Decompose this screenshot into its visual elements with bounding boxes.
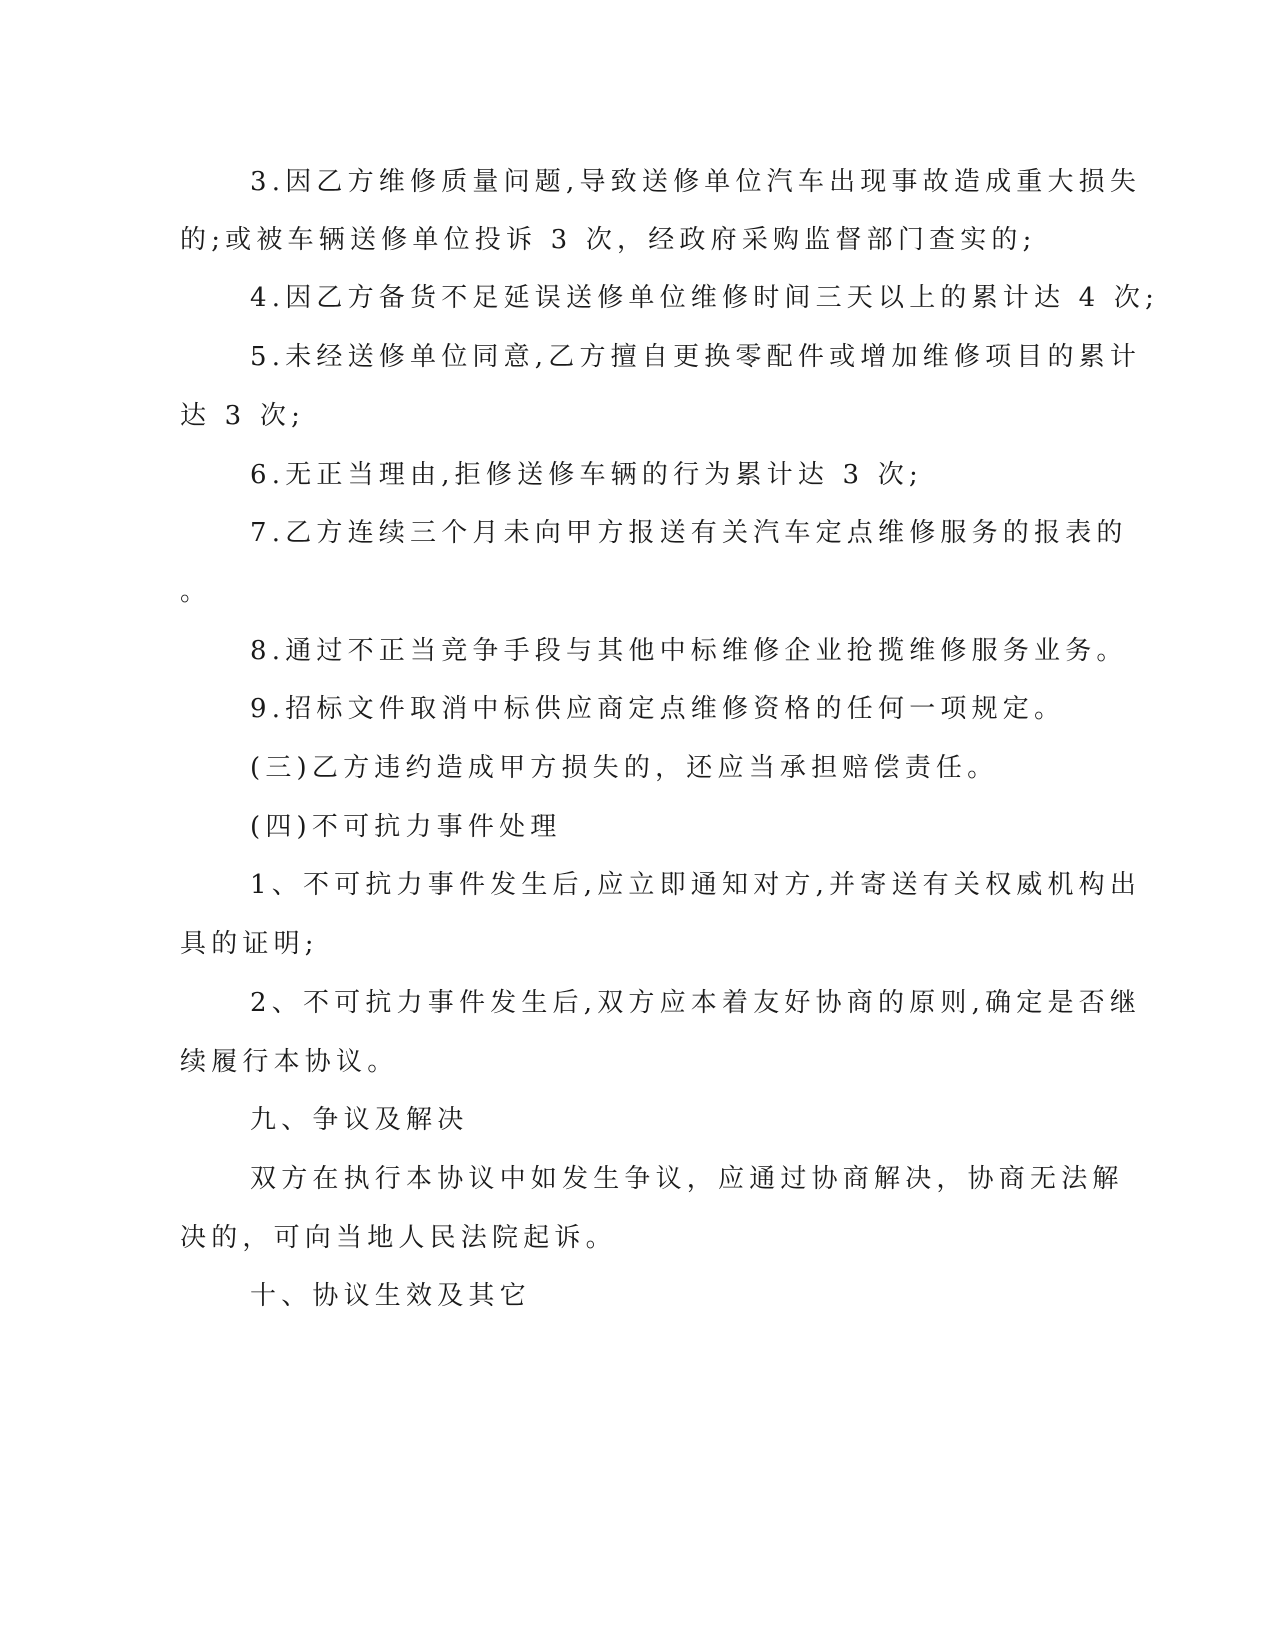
text-line: 8.通过不正当竞争手段与其他中标维修企业抢揽维修服务业务。: [250, 636, 1128, 666]
text-line: 2、不可抗力事件发生后,双方应本着友好协商的原则,确定是否继: [250, 988, 1142, 1018]
text-line: 。: [180, 577, 212, 607]
text-line: 的;或被车辆送修单位投诉 3 次，经政府采购监督部门查实的;: [180, 225, 1037, 255]
section-heading: 九、争议及解决: [250, 1105, 469, 1135]
text-line: 4.因乙方备货不足延误送修单位维修时间三天以上的累计达 4 次;: [250, 283, 1160, 313]
text-line: 9.招标文件取消中标供应商定点维修资格的任何一项规定。: [250, 694, 1066, 724]
text-line: (四)不可抗力事件处理: [250, 812, 562, 842]
text-line: 7.乙方连续三个月未向甲方报送有关汽车定点维修服务的报表的: [250, 518, 1128, 548]
text-line: 双方在执行本协议中如发生争议，应通过协商解决，协商无法解: [250, 1164, 1124, 1194]
text-line: 达 3 次;: [180, 401, 306, 431]
text-line: 6.无正当理由,拒修送修车辆的行为累计达 3 次;: [250, 460, 923, 490]
section-heading: 十、协议生效及其它: [250, 1281, 531, 1311]
text-line: 续履行本协议。: [180, 1047, 399, 1077]
text-line: 1、不可抗力事件发生后,应立即通知对方,并寄送有关权威机构出: [250, 870, 1142, 900]
text-line: 5.未经送修单位同意,乙方擅自更换零配件或增加维修项目的累计: [250, 342, 1142, 372]
text-line: (三)乙方违约造成甲方损失的，还应当承担赔偿责任。: [250, 753, 999, 783]
text-line: 具的证明;: [180, 929, 319, 959]
text-line: 3.因乙方维修质量问题,导致送修单位汽车出现事故造成重大损失: [250, 167, 1142, 197]
text-line: 决的，可向当地人民法院起诉。: [180, 1223, 617, 1253]
